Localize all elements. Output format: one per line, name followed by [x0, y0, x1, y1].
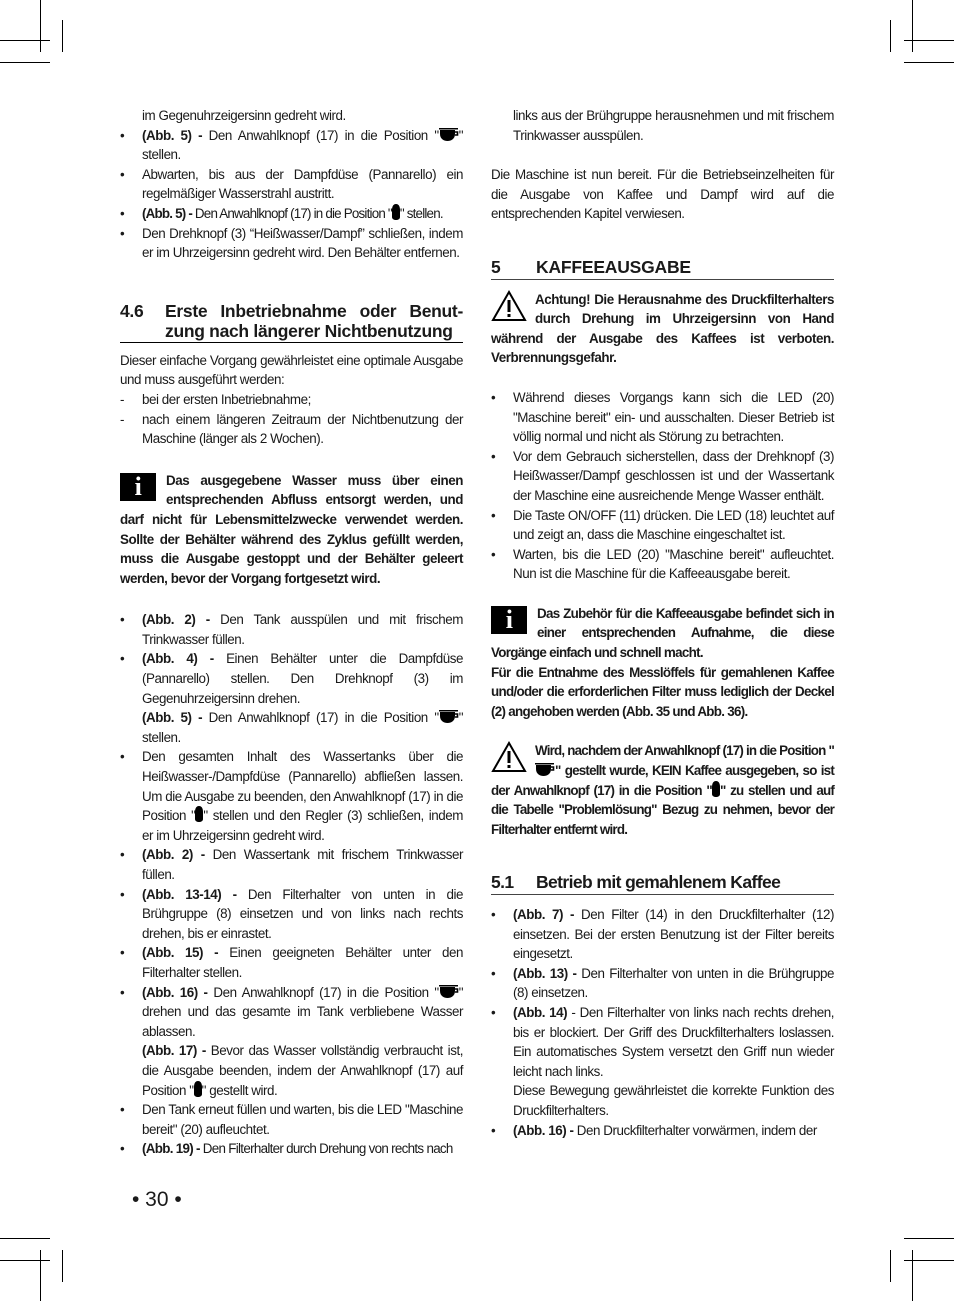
info-note: i Das Zubehör für die Kaffeeausgabe befindet sich in einer entsprechenden Aufnahme, die diese Vorgänge einfach und schnell macht. Für die Entnahme des Messlöffels für gemahlenen Kaffee und/oder die erforderlichen Filter muss lediglich der Deckel (2) angehoben werden (Abb. 35 und Abb. 36).: [491, 604, 834, 719]
list-item: • Den Drehknopf (3) “Heißwasser/Dampf” schließen, indem er im Uhrzeigersinn gedreht wird. Den Behälter entfernen.: [120, 224, 463, 263]
dash-list: [120, 390, 463, 449]
bullet-list-top: [120, 126, 463, 263]
crop-mark: [904, 62, 954, 63]
list-item: • Den gesamten Inhalt des Wassertanks über die Heißwasser-/Dampfdüse (Pannarello) abfließen lassen. Um die Ausgabe zu beenden, den Anwahlknopf (17) in die Position " " stellen und den Regler (3) schließen, indem er im Uhrzeigersinn gedreht wird.: [120, 747, 463, 845]
list-item: • (Abb. 19) - Den Filterhalter durch Drehung von rechts nach: [120, 1139, 463, 1159]
cup-icon: [439, 128, 459, 142]
crop-mark: [912, 1250, 913, 1301]
list-item: • (Abb. 16) - Den Anwahlknopf (17) in die Position " " drehen und das gesamte im Tank verbliebene Wasser ablassen. (Abb. 17) - Bevor das Wasser vollständig verbraucht ist, die Ausgabe beenden, indem der Anwahlknopf (17) auf Position " " gestellt wird.: [120, 983, 463, 1101]
crop-mark: [40, 0, 41, 52]
right-column: [491, 106, 834, 1140]
crop-mark: [62, 20, 63, 52]
cup-icon: [439, 985, 459, 999]
page-number: • 30 •: [132, 1188, 182, 1211]
list-item: • (Abb. 2) - Den Wassertank mit frischem Trinkwasser füllen.: [120, 845, 463, 884]
crop-mark: [62, 1250, 63, 1282]
continuation-text: links aus der Brühgruppe herausnehmen und mit frischem Trinkwasser ausspülen.: [513, 108, 834, 143]
list-item: - nach einem längeren Zeitraum der Nichtbenutzung der Maschine (länger als 2 Wochen).: [120, 410, 463, 449]
bullet-list-main: [120, 610, 463, 1159]
list-item: • (Abb. 13-14) - Den Filterhalter von unten in die Brühgruppe (8) einsetzen und von links nach rechts drehen, bis er einrastet.: [120, 885, 463, 944]
list-item: • (Abb. 15) - Einen geeigneten Behälter unter den Filterhalter stellen.: [120, 943, 463, 982]
intro-paragraph: Dieser einfache Vorgang gewährleistet eine optimale Ausgabe und muss ausgeführt werden:: [120, 352, 463, 388]
list-item: • (Abb. 16) - Den Druckfilterhalter vorwärmen, indem der: [491, 1121, 834, 1141]
warning-note: Wird, nachdem der Anwahlknopf (17) in die Position "" gestellt wurde, KEIN Kaffee ausgegeben, so ist der Anwahlknopf (17) in die Position " " zu stellen und auf die Tabelle "Problemlösung" Bezug zu nehmen, bevor der Filterhalter entfernt wird.: [491, 743, 835, 837]
crop-mark: [0, 1238, 50, 1239]
info-note: i Das ausgegebene Wasser muss über einen entsprechenden Abfluss entsorgt werden, und darf nicht für Lebensmittelzwecke verwendet werden. Sollte der Behälter während des Zyklus gefüllt werden, muss die Ausgabe gestoppt und der Behälter geleert werden, bevor der Vorgang fortgesetzt wird.: [120, 471, 463, 586]
list-item: • Den Tank erneut füllen und warten, bis die LED "Maschine bereit" (20) aufleuchtet.: [120, 1100, 463, 1139]
list-item: • Abwarten, bis aus der Dampfdüse (Pannarello) ein regelmäßiger Wasserstrahl austritt.: [120, 165, 463, 204]
list-item: • (Abb. 5) - Den Anwahlknopf (17) in die Position " " stellen.: [120, 126, 463, 165]
bullet-list-b: [491, 905, 834, 1140]
list-item: • (Abb. 5) - Den Anwahlknopf (17) in die Position " " stellen.: [120, 204, 463, 224]
crop-mark: [912, 0, 913, 52]
left-column: [120, 106, 463, 1159]
section-heading-5: 5 KAFFEEAUSGABE: [491, 258, 834, 280]
steam-icon: [194, 1081, 202, 1097]
warning-icon: [491, 290, 527, 322]
crop-mark: [0, 62, 50, 63]
crop-mark: [890, 20, 891, 52]
list-item: • (Abb. 4) - Einen Behälter unter die Dampfdüse (Pannarello) stellen. Den Drehknopf (3) im Gegenuhrzeigersinn drehen. (Abb. 5) - Den Anwahlknopf (17) in die Position " " stellen.: [120, 649, 463, 747]
crop-mark: [904, 1238, 954, 1239]
section-heading-4-6: 4.6 Erste Inbetriebnahme oder Benut- zung nach längerer Nichtbenutzung: [120, 300, 463, 341]
steam-icon: [392, 204, 400, 220]
warning-note: Achtung! Die Herausnahme des Druckfilterhalters durch Drehung im Uhrzeigersinn von Hand während der Ausgabe des Kaffees ist verboten. Verbrennungsgefahr.: [491, 291, 834, 366]
section-heading-5-1: 5.1 Betrieb mit gemahlenem Kaffee: [491, 873, 834, 895]
info-icon: i: [491, 606, 527, 634]
cup-icon: [535, 763, 555, 777]
list-item: • Während dieses Vorgangs kann sich die LED (20) "Maschine bereit" ein- und ausschalten. Dieser Betrieb ist völlig normal und nicht als Störung zu betrachten.: [491, 388, 834, 447]
steam-icon: [712, 781, 720, 797]
list-item: • Warten, bis die LED (20) "Maschine bereit" aufleuchtet. Nun ist die Maschine für die Kaffeeausgabe bereit.: [491, 545, 834, 584]
list-item: • (Abb. 14) - Den Filterhalter von links nach rechts drehen, bis er blockiert. Der Griff des Druckfilterhalters loslassen. Ein automatisches System versetzt den Griff nun wieder leicht nach links. Diese Bewegung gewährleistet die korrekte Funktion des Druckfilterhalters.: [491, 1003, 834, 1121]
list-item: • Die Taste ON/OFF (11) drücken. Die LED (18) leuchtet auf und zeigt an, dass die Maschine eingeschaltet ist.: [491, 506, 834, 545]
list-item: • (Abb. 2) - Den Tank ausspülen und mit frischem Trinkwasser füllen.: [120, 610, 463, 649]
list-item: • (Abb. 7) - Den Filter (14) in den Druckfilterhalter (12) einsetzen. Bei der ersten Benutzung ist der Filter bereits eingesetzt.: [491, 905, 834, 964]
list-item: • (Abb. 13) - Den Filterhalter von unten in die Brühgruppe (8) einsetzen.: [491, 964, 834, 1003]
crop-mark: [0, 40, 50, 41]
crop-mark: [890, 1250, 891, 1282]
crop-mark: [0, 1260, 50, 1261]
crop-mark: [40, 1250, 41, 1301]
continuation-text: im Gegenuhrzeigersinn gedreht wird.: [142, 108, 346, 123]
warning-icon: [491, 741, 527, 773]
list-item: - bei der ersten Inbetriebnahme;: [120, 390, 463, 410]
ready-paragraph: Die Maschine ist nun bereit. Für die Betriebseinzelheiten für die Ausgabe von Kaffee und Dampf wird auf die entsprechenden Kapitel verwiesen.: [491, 167, 834, 222]
info-icon: i: [120, 473, 156, 501]
list-item: • Vor dem Gebrauch sicherstellen, dass der Drehknopf (3) Heißwasser/Dampf geschlossen ist und der Wassertank der Maschine eine ausreichende Menge Wasser enthält.: [491, 447, 834, 506]
bullet-list-a: [491, 388, 834, 584]
cup-icon: [439, 710, 459, 724]
